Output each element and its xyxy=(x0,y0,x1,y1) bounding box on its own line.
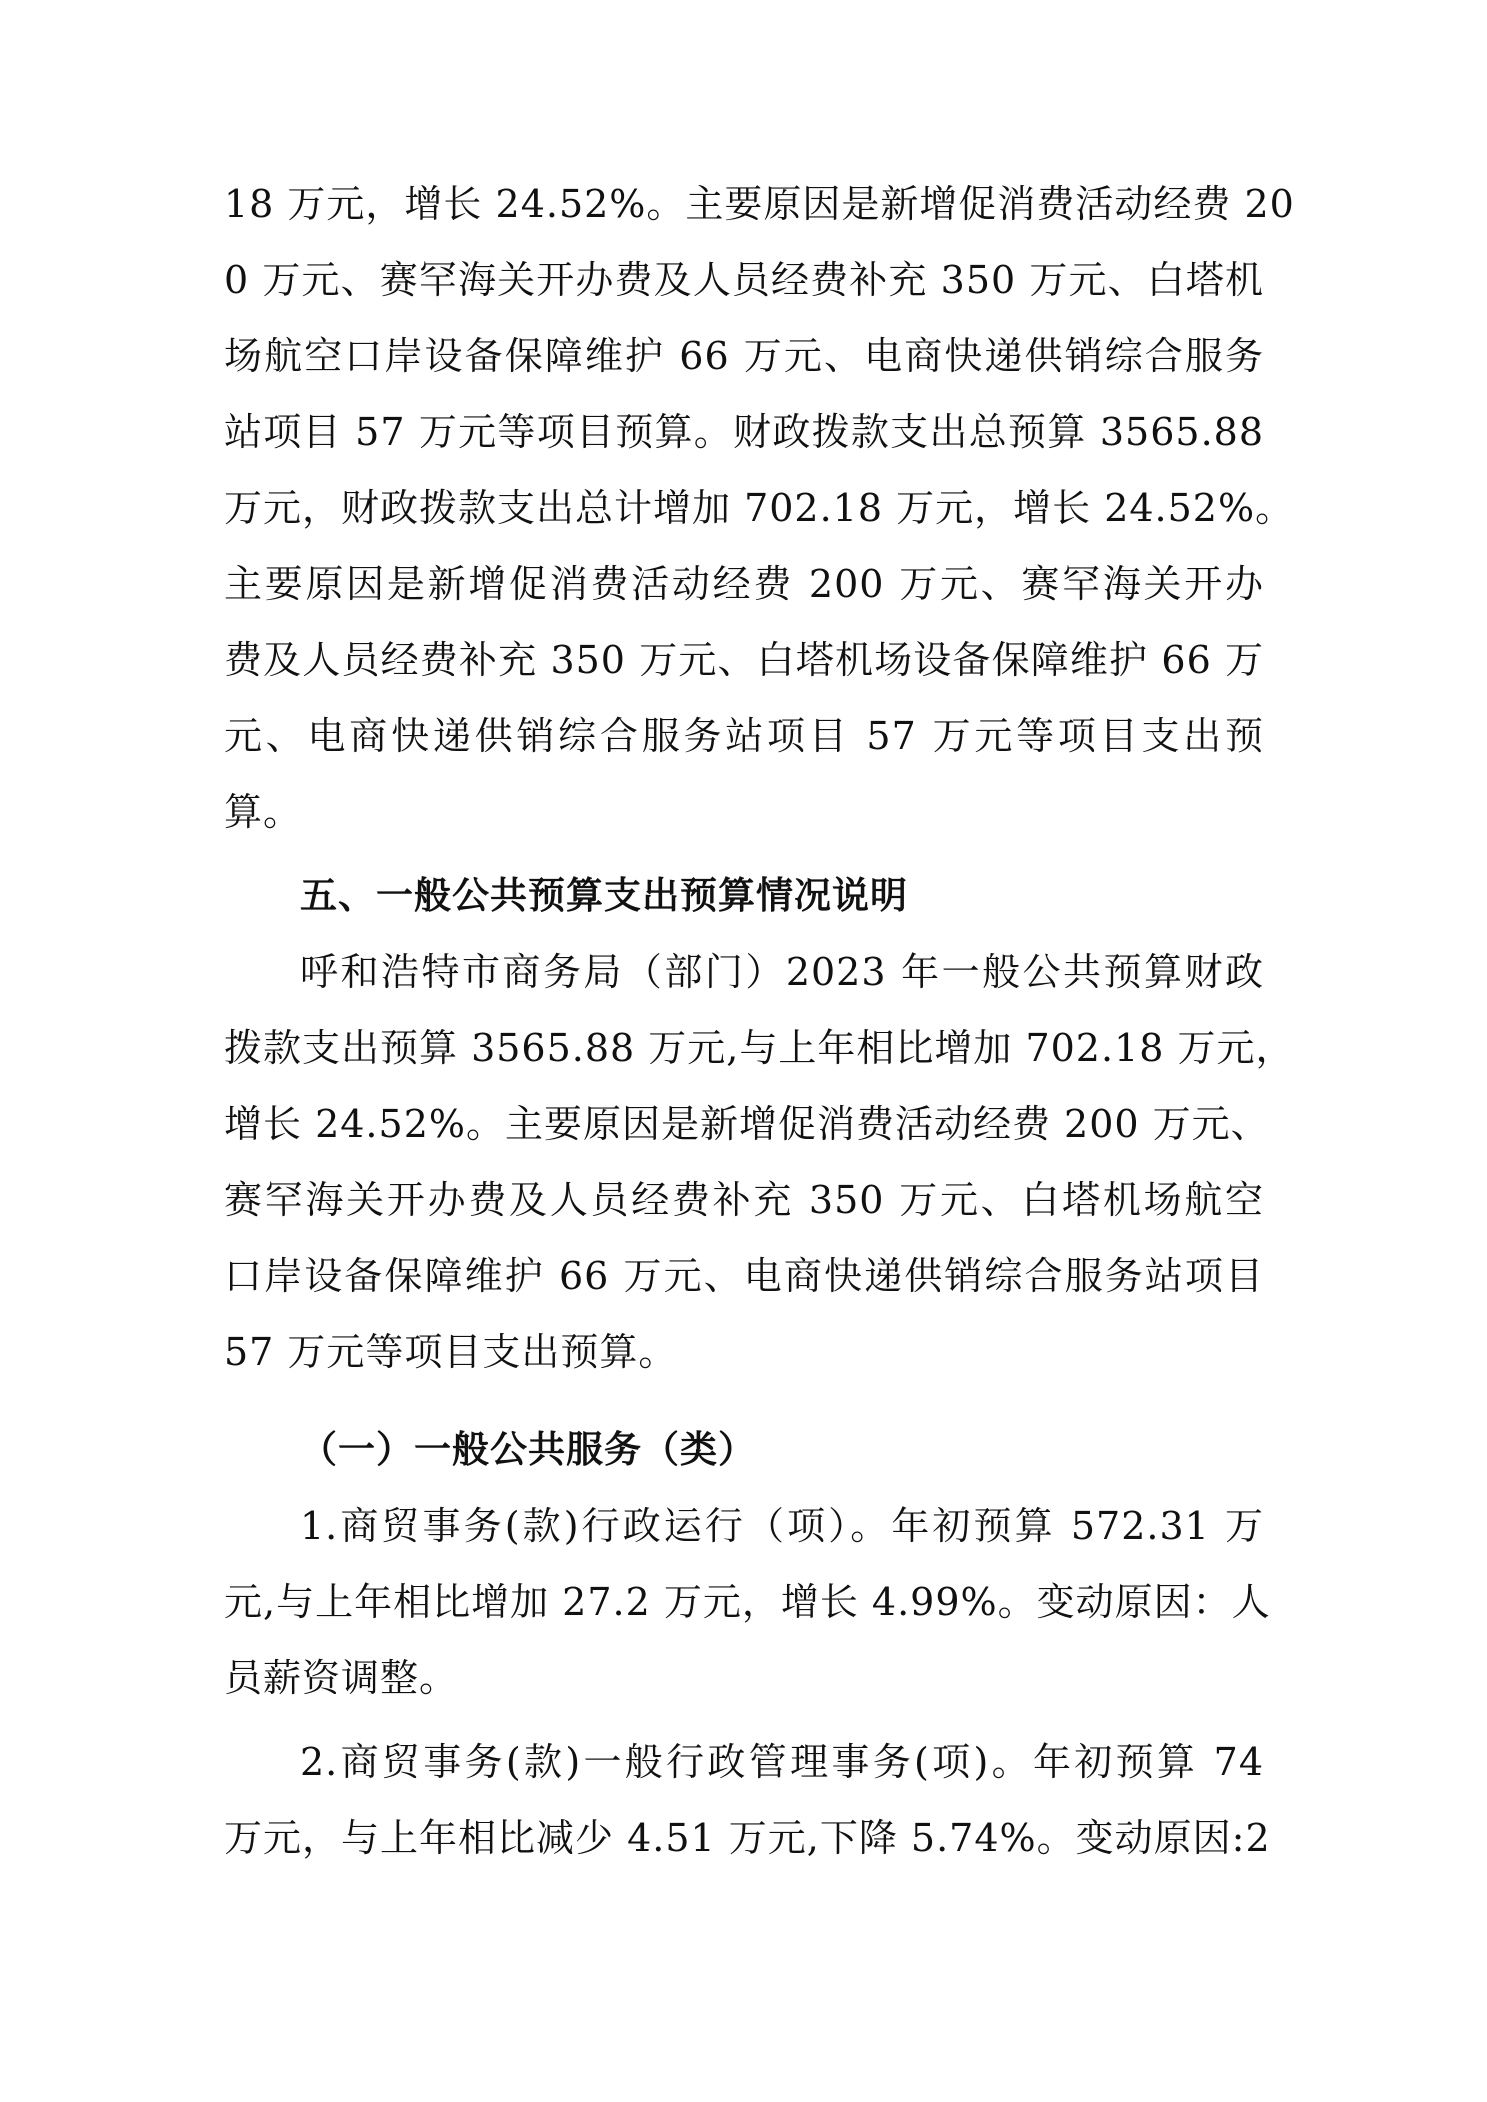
paragraph-line: 元,与上年相比增加 27.2 万元，增长 4.99%。变动原因：人 xyxy=(224,1580,1271,1624)
document-page xyxy=(224,166,1295,1876)
paragraph-line: 万元，财政拨款支出总计增加 702.18 万元，增长 24.52%。 xyxy=(224,486,1295,530)
paragraph-line: 员薪资调整。 xyxy=(224,1656,459,1700)
section-heading: 五、一般公共预算支出预算情况说明 xyxy=(300,874,908,917)
paragraph-line: 0 万元、赛罕海关开办费及人员经费补充 350 万元、白塔机 xyxy=(224,258,1264,302)
paragraph-line: 赛罕海关开办费及人员经费补充 350 万元、白塔机场航空 xyxy=(224,1178,1264,1222)
paragraph-line: 场航空口岸设备保障维护 66 万元、电商快递供销综合服务 xyxy=(224,334,1264,378)
paragraph-line: 万元，与上年相比减少 4.51 万元,下降 5.74%。变动原因:2 xyxy=(224,1816,1271,1860)
paragraph-line: 算。 xyxy=(224,790,303,834)
paragraph-line: 站项目 57 万元等项目预算。财政拨款支出总预算 3565.88 xyxy=(224,410,1264,454)
paragraph-line: 拨款支出预算 3565.88 万元,与上年相比增加 702.18 万元， xyxy=(224,1026,1295,1070)
paragraph-line: 1.商贸事务(款)行政运行（项）。年初预算 572.31 万 xyxy=(300,1504,1264,1548)
paragraph-line: 18 万元，增长 24.52%。主要原因是新增促消费活动经费 20 xyxy=(224,182,1295,226)
paragraph-line: 呼和浩特市商务局（部门）2023 年一般公共预算财政 xyxy=(300,950,1264,994)
subsection-heading: （一）一般公共服务（类） xyxy=(300,1428,756,1471)
paragraph-line: 57 万元等项目支出预算。 xyxy=(224,1330,678,1374)
paragraph-line: 主要原因是新增促消费活动经费 200 万元、赛罕海关开办 xyxy=(224,562,1264,606)
paragraph-line: 口岸设备保障维护 66 万元、电商快递供销综合服务站项目 xyxy=(224,1254,1264,1298)
paragraph-line: 元、电商快递供销综合服务站项目 57 万元等项目支出预 xyxy=(224,714,1264,758)
paragraph-line: 增长 24.52%。主要原因是新增促消费活动经费 200 万元、 xyxy=(224,1102,1270,1146)
paragraph-line: 2.商贸事务(款)一般行政管理事务(项)。年初预算 74 xyxy=(300,1740,1264,1784)
paragraph-line: 费及人员经费补充 350 万元、白塔机场设备保障维护 66 万 xyxy=(224,638,1264,682)
